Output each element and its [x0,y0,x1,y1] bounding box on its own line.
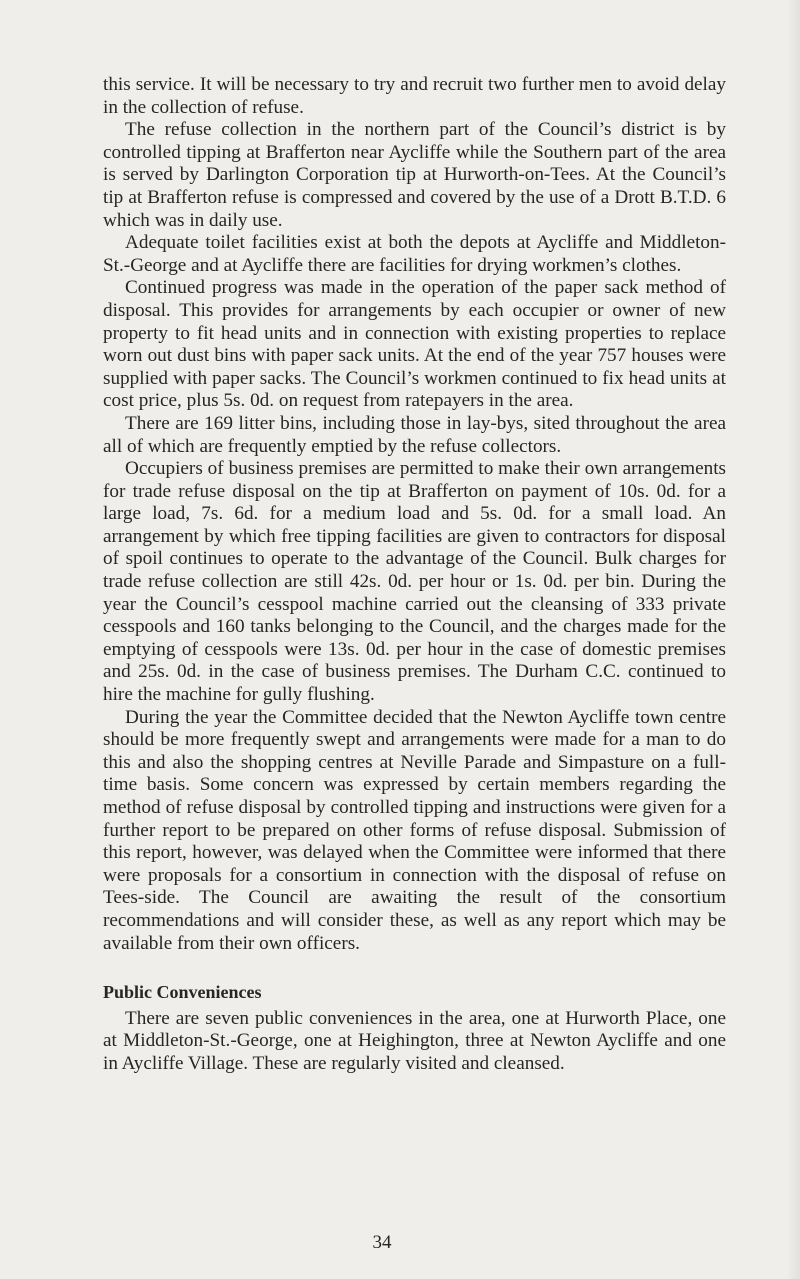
page-number: 34 [372,1232,392,1253]
body-text [103,74,726,1076]
paragraph-litter-bins: There are 169 litter bins, including those in lay-bys, sited throughout the area all of which are frequently emptied by the refuse collectors. [103,412,726,457]
paragraph-service: this service. It will be necessary to try and recruit two further men to avoid delay in the collection of refuse. [103,74,726,118]
paragraph-refuse-collection: The refuse collection in the northern part of the Council’s district is by controlled tipping at Brafferton near Aycliffe while the Southern part of the area is served by Darlington Corporation tip at Hurworth-on-Tees. At the Council’s tip at Brafferton refuse is compressed and covered by the use of a Drott B.T.D. 6 which was in daily use. [103,119,726,231]
paragraph-toilet-facilities: Adequate toilet facilities exist at both the depots at Aycliffe and Middleton-St.-George and at Aycliffe there are facilities for drying workmen’s clothes. [103,232,726,276]
paragraph-paper-sack: Continued progress was made in the operation of the paper sack method of disposal. This provides for arrangements by each occupier or owner of new property to fit head units and in connection with existing properties to replace worn out dust bins with paper sack units. At the end of the year 757 houses were supplied with paper sacks. The Council’s workmen continued to fix head units at cost price, plus 5s. 0d. on request from ratepayers in the area. [103,277,726,412]
section-heading: Public Conveniences [103,982,262,1003]
paragraph-public-conveniences: There are seven public conveniences in the area, one at Hurworth Place, one at Middleton-St.-George, one at Heighington, three at Newton Aycliffe and one in Aycliffe Village. These are regularly visited and cleansed. [103,1007,726,1074]
paragraph-committee: During the year the Committee decided that the Newton Aycliffe town centre should be more frequently swept and arrangements were made for a man to do this and also the shopping centres at Neville Parade and Simpasture on a full-time basis. Some concern was expressed by certain members regarding the method of refuse disposal by controlled tipping and instructions were given for a further report to be prepared on other forms of refuse disposal. Submission of this report, however, was delayed when the Committee were informed that there were proposals for a consortium in connection with the disposal of refuse on Tees-side. The Council are awaiting the result of the consortium recommendations and will consider these, as well as any report which may be available from their own officers. [103,706,726,954]
paragraph-trade-refuse: Occupiers of business premises are permitted to make their own arrangements for trade refuse disposal on the tip at Brafferton on payment of 10s. 0d. for a large load, 7s. 6d. for a medium load and 5s. 0d. for a small load. An arrangement by which free tipping facilities are given to contractors for disposal of spoil continues to operate to the advantage of the Council. Bulk charges for trade refuse collection are still 42s. 0d. per hour or 1s. 0d. per bin. During the year the Council’s cesspool machine carried out the cleansing of 333 private cesspools and 160 tanks belonging to the Council, and the charges made for the emptying of cesspools were 13s. 0d. per hour in the case of domestic premises and 25s. 0d. in the case of business premises. The Durham C.C. continued to hire the machine for gully flushing. [103,458,726,706]
page-edge-shadow [786,0,800,1279]
